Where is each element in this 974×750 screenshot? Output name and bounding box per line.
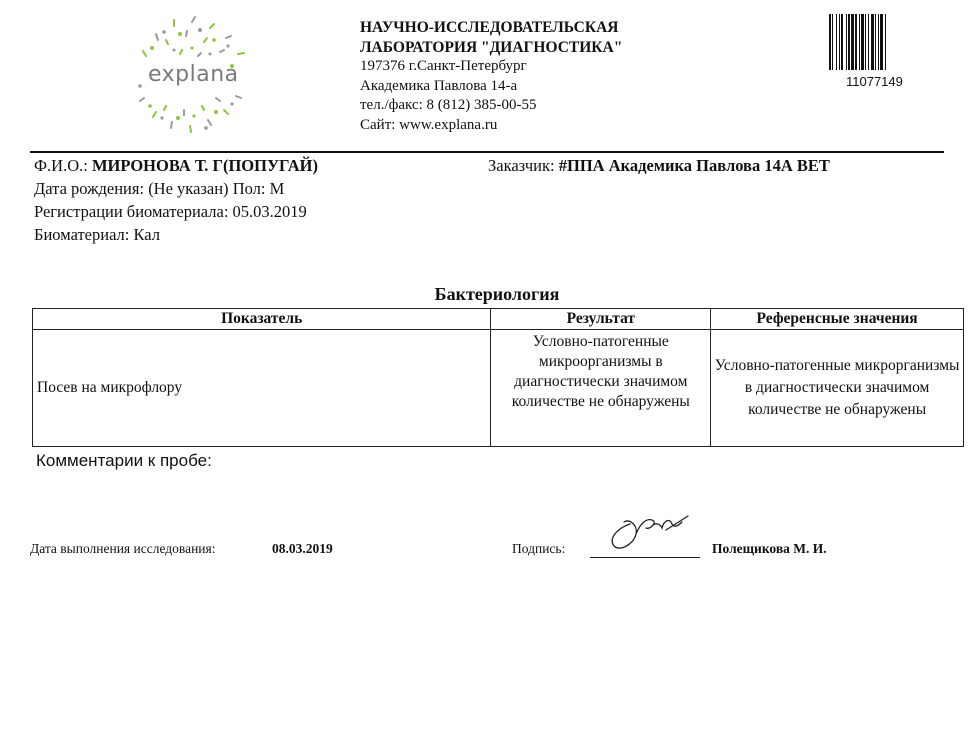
- registration-value: 05.03.2019: [232, 202, 307, 221]
- barcode-bar: [859, 14, 860, 70]
- section-title: Бактериология: [434, 284, 560, 304]
- barcode-bar: [885, 14, 886, 70]
- comments-label: Комментарии к пробе:: [36, 451, 212, 470]
- birth-sex-row: [34, 178, 284, 201]
- table-row: [33, 330, 964, 447]
- signature-label: Подпись:: [512, 541, 566, 556]
- barcode-bar: [875, 14, 876, 70]
- barcode-bar: [871, 14, 874, 70]
- barcode-bar: [865, 14, 866, 70]
- reference-cell: Условно-патогенные микрорганизмы в диагностически значимом количестве не обнаружены: [711, 330, 964, 447]
- header-indicator: Показатель: [33, 309, 491, 330]
- lab-phone: тел./факс: 8 (812) 385-00-55: [360, 97, 537, 113]
- table-header-row: [33, 309, 964, 330]
- customer-label: Заказчик:: [488, 156, 555, 175]
- signer-name: Полещикова М. И.: [712, 541, 827, 556]
- patient-name-row: [34, 155, 318, 178]
- lab-name-line1: НАУЧНО-ИССЛЕДОВАТЕЛЬСКАЯ: [360, 19, 619, 36]
- customer-row: [488, 155, 830, 178]
- birth-label: Дата рождения:: [34, 179, 145, 198]
- lab-header: [360, 18, 622, 135]
- biomaterial-value: Кал: [133, 225, 160, 244]
- barcode-bar: [846, 14, 847, 70]
- barcode-bar: [832, 14, 833, 70]
- patient-name-label: Ф.И.О.:: [34, 156, 88, 175]
- lab-website: Сайт: www.explana.ru: [360, 116, 498, 133]
- lab-address-city: 197376 г.Санкт-Петербург: [360, 58, 527, 74]
- barcode-bar: [878, 14, 879, 70]
- lab-address-street: Академика Павлова 14-а: [360, 77, 518, 94]
- barcode-bar: [836, 14, 837, 70]
- barcode-bar: [841, 14, 843, 70]
- barcode: [828, 14, 950, 70]
- completion-date-label: Дата выполнения исследования:: [30, 541, 216, 556]
- header-divider: [30, 151, 944, 153]
- header-result: Результат: [491, 309, 711, 330]
- patient-name-value: МИРОНОВА Т. Г(ПОПУГАЙ): [91, 156, 319, 175]
- birth-value: (Не указан): [148, 179, 229, 198]
- barcode-bar: [848, 14, 850, 70]
- signature-line: [590, 557, 700, 558]
- barcode-bar: [855, 14, 857, 70]
- registration-row: [34, 201, 307, 224]
- handwritten-signature: [600, 504, 690, 552]
- results-table: [32, 308, 964, 447]
- barcode-bar: [861, 14, 864, 70]
- completion-date-value: 08.03.2019: [272, 541, 333, 556]
- customer-value: #ППА Академика Павлова 14А ВЕТ: [558, 156, 830, 175]
- biomaterial-label: Биоматериал:: [34, 225, 130, 244]
- sex-value: М: [269, 179, 285, 198]
- result-cell: Условно-патогенные микроорганизмы в диагностически значимом количестве не обнаружены: [491, 330, 711, 447]
- registration-label: Регистрации биоматериала:: [34, 202, 229, 221]
- sex-label: Пол:: [232, 179, 266, 198]
- biomaterial-row: [34, 224, 160, 247]
- barcode-bar: [851, 14, 854, 70]
- barcode-bar: [839, 14, 840, 70]
- barcode-bar: [880, 14, 883, 70]
- indicator-cell: Посев на микрофлору: [33, 330, 491, 447]
- header-reference: Референсные значения: [711, 309, 964, 330]
- logo-wordmark: explana: [148, 62, 239, 87]
- barcode-number: 11077149: [846, 74, 903, 89]
- barcode-bar: [868, 14, 869, 70]
- barcode-bar: [829, 14, 831, 70]
- lab-name-line2: ЛАБОРАТОРИЯ "ДИАГНОСТИКА": [360, 38, 623, 56]
